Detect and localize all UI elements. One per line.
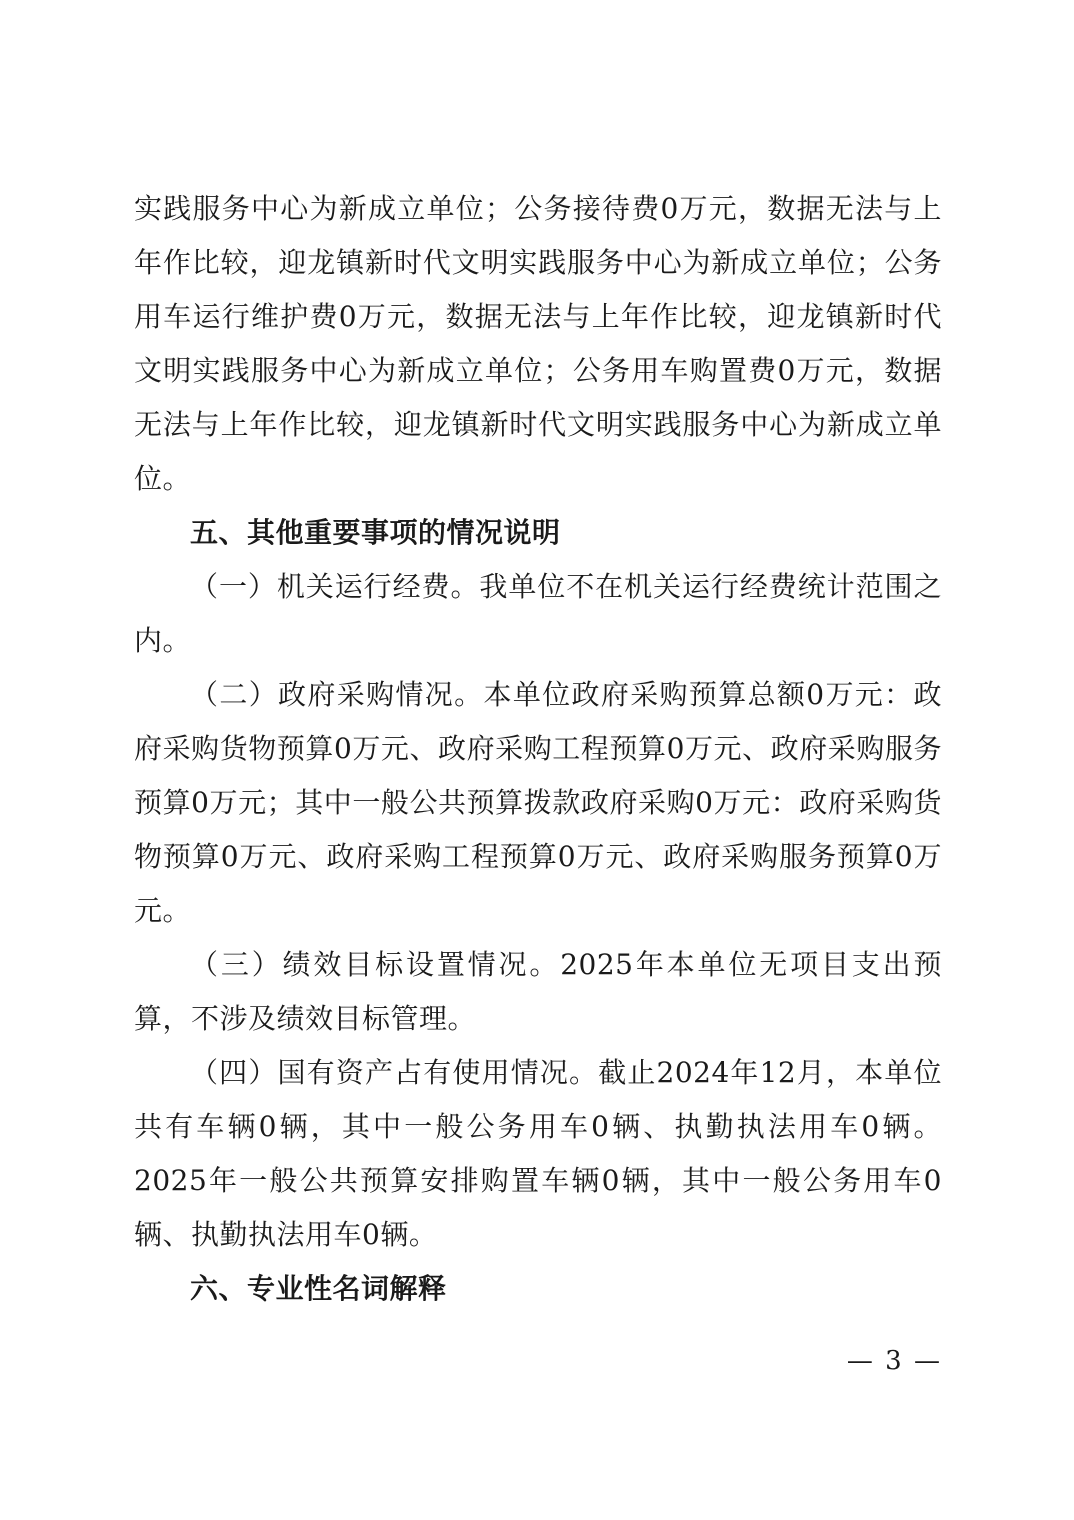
- paragraph-procurement: （二）政府采购情况。本单位政府采购预算总额0万元：政府采购货物预算0万元、政府采购工程预算0万元、政府采购服务预算0万元；其中一般公共预算拨款政府采购0万元：政府采购货物预算0万元、政府采购工程预算0万元、政府采购服务预算0万元。: [134, 678, 942, 927]
- document-body: [134, 182, 942, 1316]
- paragraph-operating-funds: （一）机关运行经费。我单位不在机关运行经费统计范围之内。: [134, 570, 942, 657]
- page-number: — 3 —: [846, 1346, 942, 1376]
- section-heading-five: 五、其他重要事项的情况说明: [190, 516, 561, 549]
- section-heading-six: 六、专业性名词解释: [190, 1272, 447, 1305]
- paragraph-state-assets: （四）国有资产占有使用情况。截止2024年12月，本单位共有车辆0辆，其中一般公务用车0辆、执勤执法用车0辆。2025年一般公共预算安排购置车辆0辆，其中一般公务用车0辆、执勤执法用车0辆。: [134, 1056, 942, 1251]
- paragraph-continuation: 实践服务中心为新成立单位；公务接待费0万元，数据无法与上年作比较，迎龙镇新时代文明实践服务中心为新成立单位；公务用车运行维护费0万元，数据无法与上年作比较，迎龙镇新时代文明实践服务中心为新成立单位；公务用车购置费0万元，数据无法与上年作比较，迎龙镇新时代文明实践服务中心为新成立单位。: [134, 192, 942, 495]
- paragraph-performance-goals: （三）绩效目标设置情况。2025年本单位无项目支出预算，不涉及绩效目标管理。: [134, 948, 942, 1035]
